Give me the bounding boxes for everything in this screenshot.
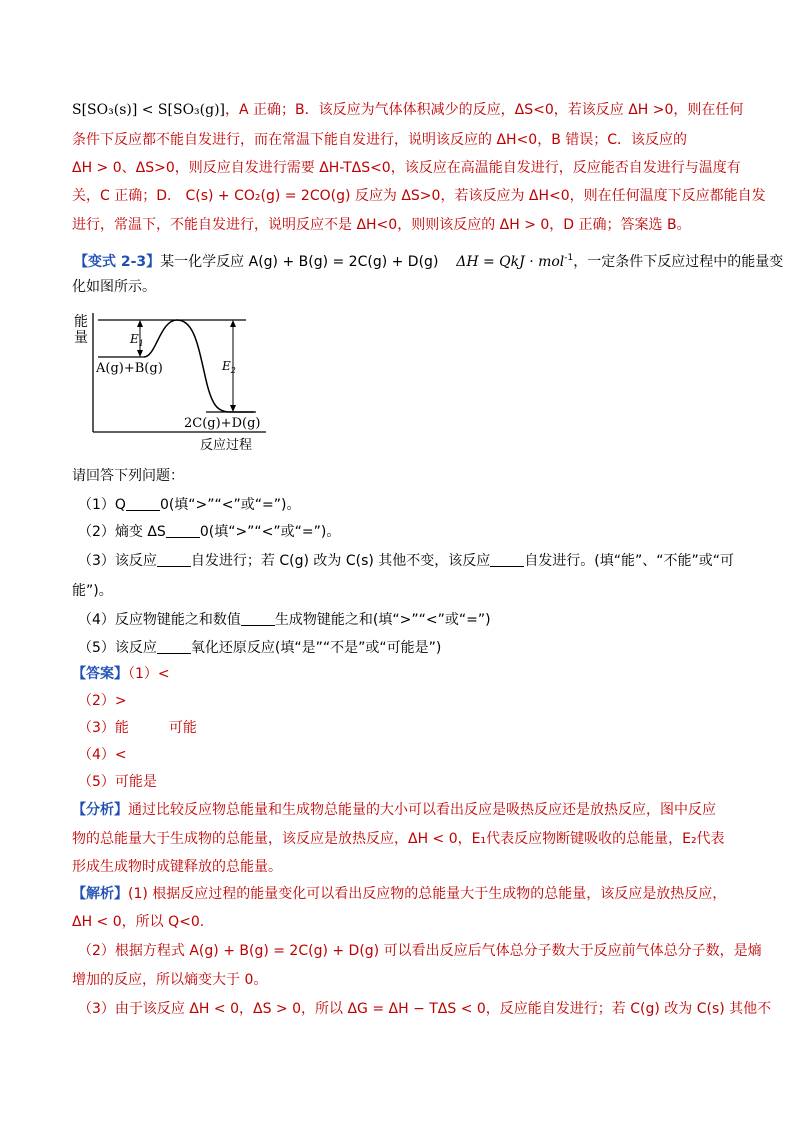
solution-line-2: 条件下反应都不能自发进行，而在常温下能自发进行，说明该反应的 ΔH<0，B 错误；C．该反应的 <box>72 132 688 148</box>
analysis-tag: 【分析】 <box>72 802 128 818</box>
question-3-cont: 能”)。 <box>72 583 113 599</box>
solution-line-4: 关，C 正确；D． C(s) + CO₂(g) = 2CO(g) 反应为 ΔS>0，若该反应为 ΔH<0，则在任何温度下反应都能自发 <box>72 188 766 204</box>
answer-3: （3）能 可能 <box>78 720 197 736</box>
e2-label: $E_2$ <box>222 359 236 375</box>
answer-2: （2）> <box>78 693 127 709</box>
analysis-line-1: 【分析】通过比较反应物总能量和生成物总能量的大小可以看出反应是吸热反应还是放热反应，图中反应 <box>72 802 716 818</box>
analysis-line-3: 形成生成物时成键释放的总能量。 <box>72 859 282 875</box>
variant-intro-line2: 化如图所示。 <box>72 279 156 295</box>
solution-line-3: ΔH > 0、ΔS>0，则反应自发进行需要 ΔH-TΔS<0，该反应在高温能自发进行，反应能否自发进行与温度有 <box>72 160 741 176</box>
product-label: 2C(g)+D(g) <box>184 416 261 431</box>
questions-prompt: 请回答下列问题： <box>72 468 184 484</box>
question-5: （5）该反应 氧化还原反应(填“是”“不是”或“可能是”) <box>78 640 442 656</box>
y-label-bottom: 量 <box>74 330 88 346</box>
answer-1: 【答案】（1）< <box>72 666 170 682</box>
explanation-line-2: ΔH < 0，所以 Q<0. <box>72 914 205 930</box>
y-label-top: 能 <box>74 314 88 330</box>
question-1: （1）Q 0(填“>”“<”或“=”)。 <box>78 497 301 513</box>
answer-tag: 【答案】 <box>72 666 128 682</box>
reactant-label: A(g)+B(g) <box>96 361 163 376</box>
variant-tag: 【变式 2-3】 <box>74 254 161 270</box>
energy-diagram <box>74 310 274 452</box>
solution-line-5: 进行，常温下，不能自发进行，说明反应不是 ΔH<0，则则该反应的 ΔH > 0，D 正确；答案选 B。 <box>72 217 691 233</box>
explanation-line-4: 增加的反应，所以熵变大于 0。 <box>72 972 268 988</box>
explanation-line-3: （2）根据方程式 A(g) + B(g) = 2C(g) + D(g) 可以看出反应后气体总分子数大于反应前气体总分子数，是熵 <box>78 943 762 959</box>
question-4: （4）反应物键能之和数值 生成物键能之和(填“>”“<”或“=”) <box>78 612 491 628</box>
explanation-tag: 【解析】 <box>72 886 128 902</box>
explanation-line-5: （3）由于该反应 ΔH < 0，ΔS > 0，所以 ΔG = ΔH − TΔS < 0，反应能自发进行；若 C(g) 改为 C(s) 其他不 <box>78 1001 772 1017</box>
explanation-line-1: 【解析】(1) 根据反应过程的能量变化可以看出反应物的总能量大于生成物的总能量，该反应是放热反应， <box>72 886 727 902</box>
answer-5: （5）可能是 <box>78 774 157 790</box>
e1-label: $E_1$ <box>130 332 144 348</box>
solution-line-1: S[SO₃(s)] < S[SO₃(g)]，A 正确；B．该反应为气体体积减少的反应，ΔS<0，若该反应 ΔH >0，则在任何 <box>72 102 744 118</box>
variant-intro: 【变式 2-3】某一化学反应 A(g) + B(g) = 2C(g) + D(g) ΔH = QkJ · mol$^{-1}$，一定条件下反应过程中的能量变 <box>74 253 784 270</box>
question-3: （3）该反应 自发进行；若 C(g) 改为 C(s) 其他不变，该反应 自发进行。(填“能”、“不能”或“可 <box>78 553 735 569</box>
answer-4: （4）< <box>78 747 127 763</box>
question-2: （2）熵变 ΔS 0(填“>”“<”或“=”)。 <box>78 524 341 540</box>
analysis-line-2: 物的总能量大于生成物的总能量，该反应是放热反应，ΔH < 0，E₁代表反应物断键吸收的总能量，E₂代表 <box>72 831 725 847</box>
x-axis-label: 反应过程 <box>200 438 253 452</box>
